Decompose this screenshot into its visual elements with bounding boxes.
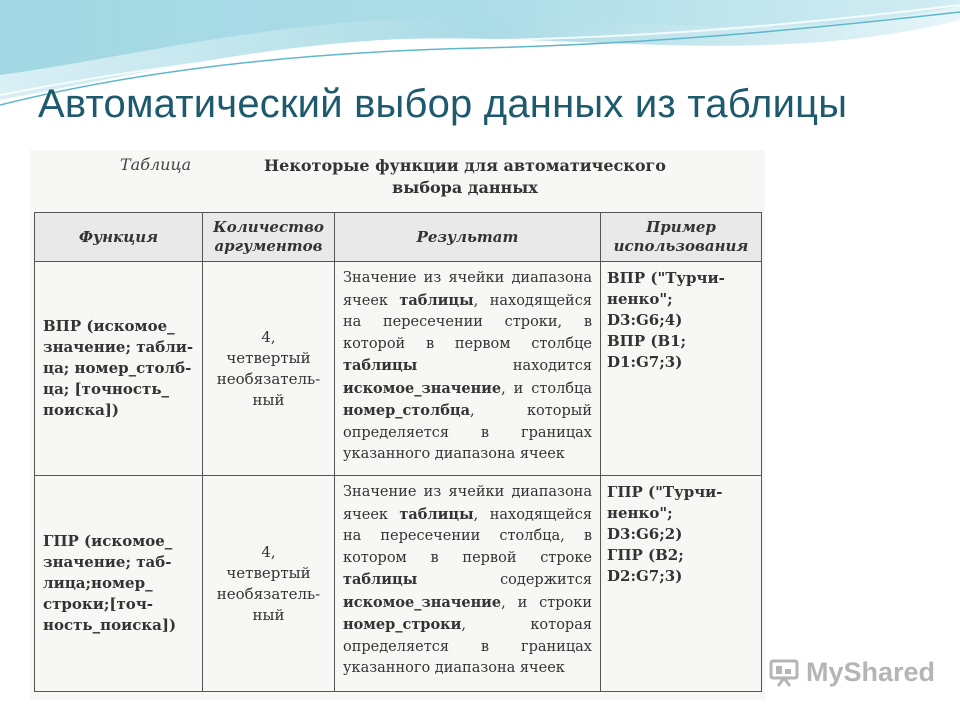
result-description: Значение из ячейки диапазона ячеек таблицы, находящейся на пересечении столбца, в котором в первой строке таблицы содержится искомое_значение, и строки номер_строки, которая определяется в границах указанного диапазона ячеек [335,476,601,692]
watermark-text: MyShared [806,656,936,687]
header-arguments-count: Количество аргументов [203,213,335,262]
functions-table [34,212,762,692]
slide-title: Автоматический выбор данных из таблицы [38,82,848,126]
myshared-watermark [768,656,935,688]
usage-example: ГПР ("Турчи- ненко"; D3:G6;2) ГПР (B2; D2:G7;3) [601,476,762,692]
header-result: Результат [335,213,601,262]
function-signature: ГПР (искомое_ значение; таб- лица;номер_ строки;[точ- ность_поиска]) [35,476,203,692]
table-header-row [35,213,762,262]
arguments-count: 4, четвертый необязатель- ный [203,476,335,692]
arguments-count: 4, четвертый необязатель- ный [203,262,335,476]
presentation-board-icon [768,656,800,688]
table-caption-title: Некоторые функции для автоматического выбора данных [264,156,666,197]
header-function: Функция [35,213,203,262]
table-row [35,262,762,476]
table-row [35,476,762,692]
header-usage-example: Пример использования [601,213,762,262]
result-description: Значение из ячейки диапазона ячеек таблицы, находящейся на пересечении строки, в которой в первом столбце таблицы находится искомое_значение, и столбца номер_столбца, который определяется в границах указанного диапазона ячеек [335,262,601,476]
table-caption-label: Таблица [120,155,192,174]
function-signature: ВПР (искомое_ значение; табли- ца; номер_столб- ца; [точность_ поиска]) [35,262,203,476]
usage-example: ВПР ("Турчи- ненко"; D3:G6;4) ВПР (B1; D1:G7;3) [601,262,762,476]
